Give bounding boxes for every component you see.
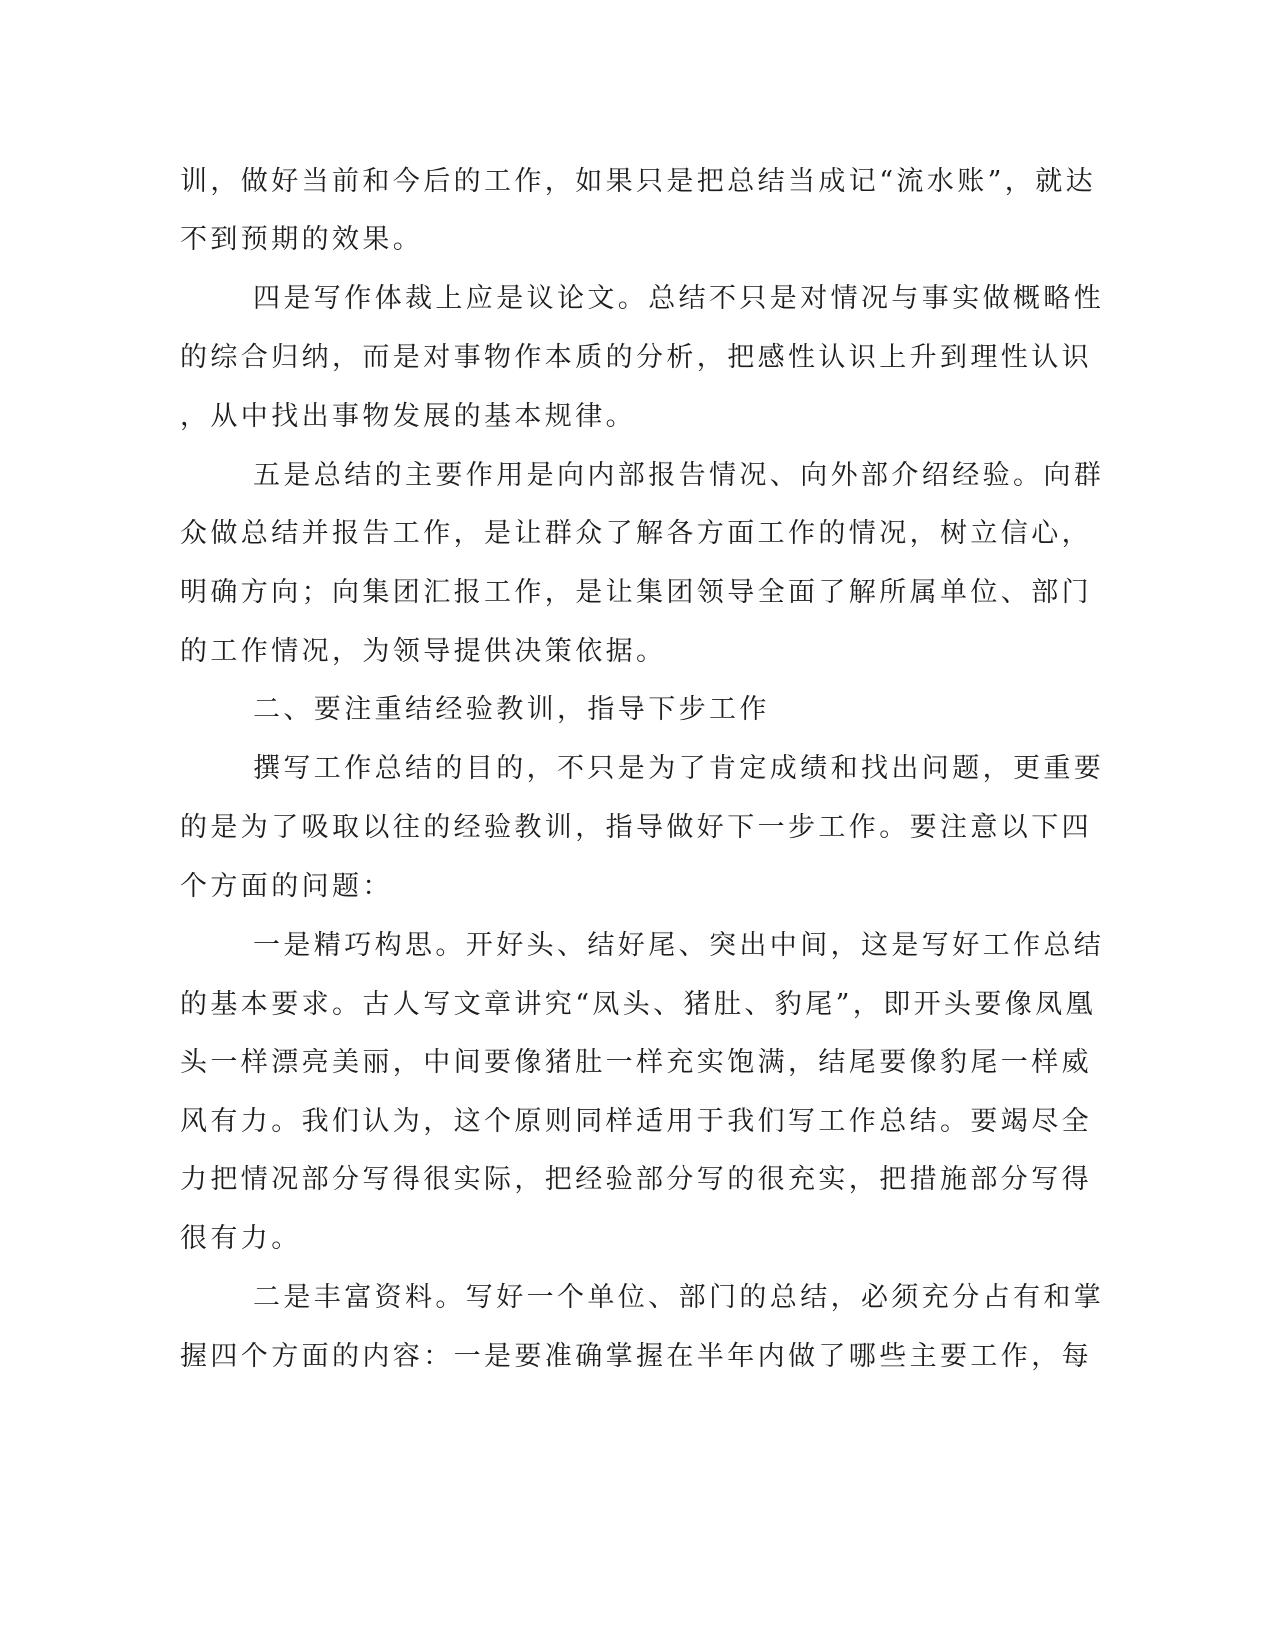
text-line: 众做总结并报告工作，是让群众了解各方面工作的情况，树立信心， xyxy=(180,518,1092,549)
text-line: 头一样漂亮美丽，中间要像猪肚一样充实饱满，结尾要像豹尾一样威 xyxy=(180,1047,1092,1078)
text-line: 风有力。我们认为，这个原则同样适用于我们写工作总结。要竭尽全 xyxy=(180,1106,1092,1137)
text-line: 的是为了吸取以往的经验教训，指导做好下一步工作。要注意以下四 xyxy=(180,812,1092,843)
paragraph-start-line: 二是丰富资料。写好一个单位、部门的总结，必须充分占有和掌 xyxy=(253,1282,1105,1313)
text-line: 个方面的问题： xyxy=(180,871,393,902)
section-heading: 二、要注重结经验教训，指导下步工作 xyxy=(253,694,770,725)
text-line: 很有力。 xyxy=(180,1223,302,1254)
text-line: 握四个方面的内容：一是要准确掌握在半年内做了哪些主要工作，每 xyxy=(180,1341,1092,1372)
text-line: 的基本要求。古人写文章讲究“凤头、猪肚、豹尾”，即开头要像凤凰 xyxy=(180,989,1097,1020)
text-line: 不到预期的效果。 xyxy=(180,224,424,255)
text-line: 力把情况部分写得很实际，把经验部分写的很充实，把措施部分写得 xyxy=(180,1164,1092,1195)
text-line: 的工作情况，为领导提供决策依据。 xyxy=(180,636,667,667)
paragraph-start-line: 五是总结的主要作用是向内部报告情况、向外部介绍经验。向群 xyxy=(253,460,1105,491)
text-line: 的综合归纳，而是对事物作本质的分析，把感性认识上升到理性认识 xyxy=(180,342,1092,373)
text-line: 明确方向；向集团汇报工作，是让集团领导全面了解所属单位、部门 xyxy=(180,577,1092,608)
paragraph-start-line: 撰写工作总结的目的，不只是为了肯定成绩和找出问题，更重要 xyxy=(253,753,1105,784)
paragraph-start-line: 一是精巧构思。开好头、结好尾、突出中间，这是写好工作总结 xyxy=(253,930,1105,961)
text-line: 训，做好当前和今后的工作，如果只是把总结当成记“流水账”，就达 xyxy=(180,166,1097,197)
paragraph-start-line: 四是写作体裁上应是议论文。总结不只是对情况与事实做概略性 xyxy=(253,283,1105,314)
text-line: ，从中找出事物发展的基本规律。 xyxy=(180,401,636,432)
